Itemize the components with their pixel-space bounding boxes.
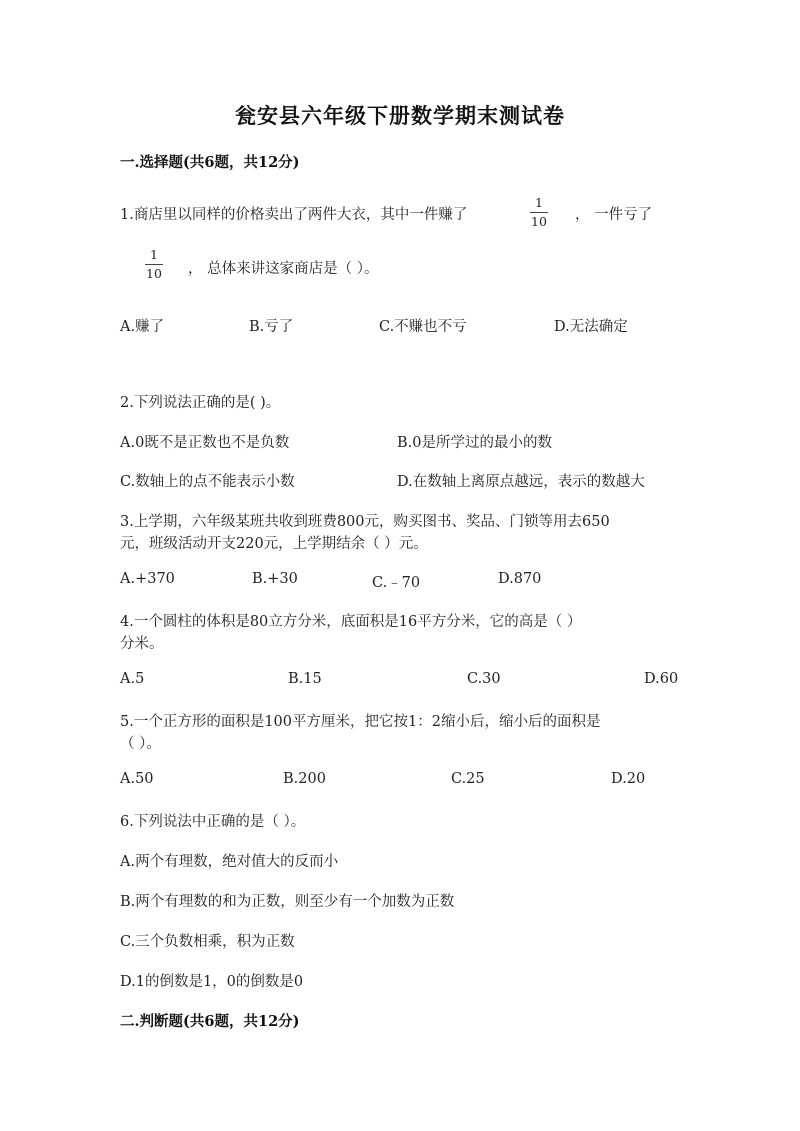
question-3-stem-line-2: 元，班级活动开支220元，上学期结余（ ）元。: [120, 536, 428, 552]
question-2-option-d: D.在数轴上离原点越远，表示的数越大: [397, 474, 645, 490]
question-5-stem-line-1: 5.一个正方形的面积是100平方厘米，把它按1：2缩小后，缩小后的面积是: [120, 714, 601, 730]
question-6-option-b: B.两个有理数的和为正数，则至少有一个加数为正数: [120, 894, 455, 910]
question-3-option-c: C.﹣70: [372, 575, 421, 591]
question-5-option-b: B.200: [283, 771, 326, 787]
page-title: 瓮安县六年级下册数学期末测试卷: [235, 103, 565, 128]
question-1-option-c: C.不赚也不亏: [379, 319, 467, 335]
question-1-stem-part-c: ， 总体来讲这家商店是（ ）。: [188, 261, 379, 277]
question-5-option-a: A.50: [120, 771, 154, 787]
section-heading-true-false: 二.判断题(共6题，共12分): [120, 1013, 300, 1030]
question-1-fraction-2: [145, 249, 163, 280]
question-6-option-a: A.两个有理数，绝对值大的反而小: [120, 854, 339, 870]
question-5-option-d: D.20: [611, 771, 646, 787]
question-1-option-a: A.赚了: [120, 319, 165, 335]
question-1-stem-part-a: 1.商店里以同样的价格卖出了两件大衣，其中一件赚了: [120, 207, 468, 223]
fraction-numerator: 1: [150, 247, 158, 262]
question-4-option-b: B.15: [288, 671, 322, 687]
question-4-option-a: A.5: [120, 671, 145, 687]
fraction-numerator: 1: [535, 195, 543, 210]
question-4-stem-line-1: 4.一个圆柱的体积是80立方分米，底面积是16平方分米，它的高是（ ）: [120, 614, 582, 630]
question-1-option-d: D.无法确定: [554, 319, 628, 335]
question-2-option-a: A.0既不是正数也不是负数: [120, 435, 290, 451]
question-4-option-d: D.60: [644, 671, 679, 687]
question-2-stem: 2.下列说法正确的是( )。: [120, 395, 281, 411]
question-4-option-c: C.30: [467, 671, 501, 687]
question-2-option-b: B.0是所学过的最小的数: [397, 435, 552, 451]
question-3-option-b: B.+30: [252, 571, 298, 587]
question-5-option-c: C.25: [451, 771, 485, 787]
question-1-stem-part-b: ， 一件亏了: [575, 207, 653, 223]
question-3-stem-line-1: 3.上学期，六年级某班共收到班费800元，购买图书、奖品、门锁等用去650: [120, 514, 610, 530]
question-5-stem-line-2: （ ）。: [120, 736, 161, 752]
question-6-option-d: D.1的倒数是1，0的倒数是0: [120, 974, 304, 990]
fraction-denominator: 10: [531, 213, 547, 229]
section-heading-choice: 一.选择题(共6题，共12分): [120, 154, 300, 171]
question-4-stem-line-2: 分米。: [120, 636, 164, 652]
question-1-option-b: B.亏了: [249, 319, 294, 335]
question-2-option-c: C.数轴上的点不能表示小数: [120, 474, 295, 490]
question-3-option-a: A.+370: [120, 571, 175, 587]
question-6-stem: 6.下列说法中正确的是（ ）。: [120, 814, 306, 830]
fraction-denominator: 10: [146, 265, 162, 281]
question-6-option-c: C.三个负数相乘，积为正数: [120, 934, 295, 950]
question-3-option-d: D.870: [498, 571, 542, 587]
question-1-fraction-1: [530, 197, 548, 228]
